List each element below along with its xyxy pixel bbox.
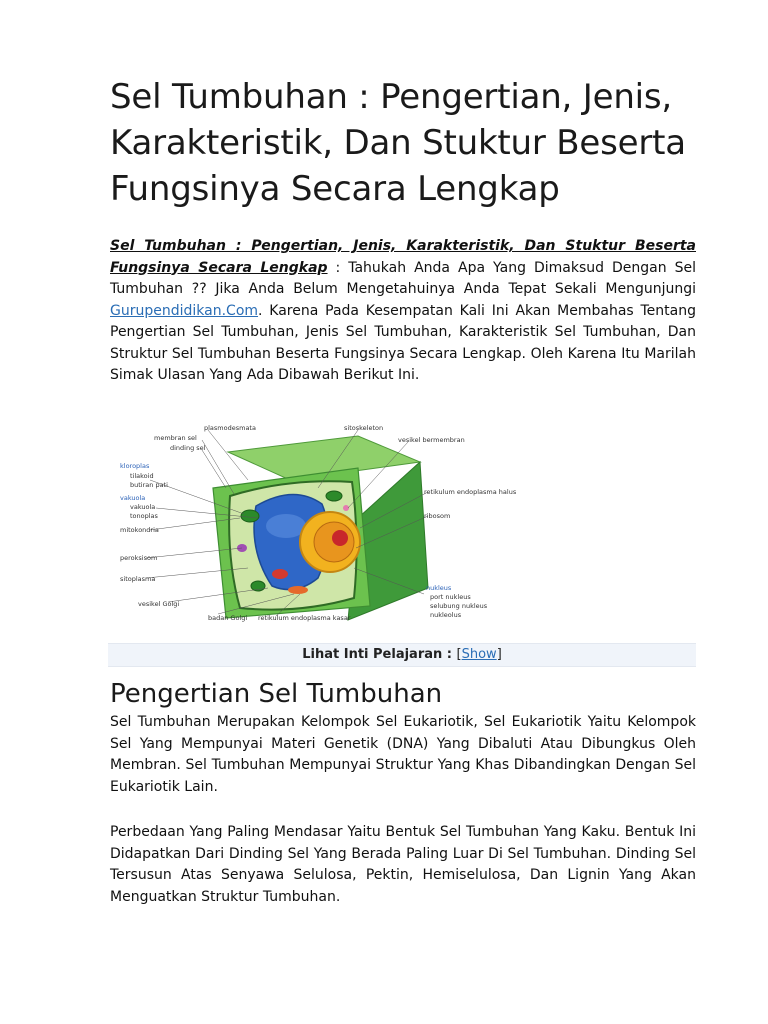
- label-nukleolus: nukleolus: [430, 611, 462, 619]
- intro-paragraph: [110, 236, 696, 387]
- label-vakuola-sub: vakuola: [130, 503, 156, 511]
- chloroplast-2: [326, 491, 342, 501]
- toc-separator: :: [442, 647, 457, 662]
- label-dinding-sel: dinding sel: [170, 444, 206, 452]
- label-sitoplasma: sitoplasma: [120, 575, 156, 583]
- label-vesikel-golgi: vesikel Golgi: [138, 600, 180, 608]
- plant-cell-diagram: [108, 418, 517, 640]
- section-paragraph-2: Perbedaan Yang Paling Mendasar Yaitu Bentuk Sel Tumbuhan Yang Kaku. Bentuk Ini Didapatkan Dari Dinding Sel Yang Berada Paling Luar Di Sel Tumbuhan. Dinding Sel Tersusun Atas Senyawa Selulosa, Pektin, Hemiselulosa, Dan Lignin Yang Akan Menguatkan Struktur Tumbuhan.: [110, 824, 696, 905]
- mitochondrion: [272, 569, 288, 579]
- label-butiran-pati: butiran pati: [130, 481, 168, 489]
- label-kloroplas: kloroplas: [120, 462, 150, 470]
- label-membran-sel: membran sel: [154, 434, 197, 442]
- intro-text-1: : Tahukah Anda Apa Yang Dimaksud Dengan Sel Tumbuhan ?? Jika Anda Belum Mengetahuinya Anda Tepat Sekali Mengunjungi: [110, 259, 697, 297]
- label-sitoskeleton: sitoskeleton: [344, 424, 384, 432]
- plant-cell-illustration: [108, 418, 517, 640]
- page-title: Sel Tumbuhan : Pengertian, Jenis, Karakteristik, Dan Stuktur Beserta Fungsinya Secara Lengkap: [110, 77, 686, 209]
- label-retikulum-halus: retikulum endoplasma halus: [424, 488, 517, 496]
- section-heading: Pengertian Sel Tumbuhan: [110, 679, 443, 709]
- label-selubung-nukleus: selubung nukleus: [430, 602, 488, 610]
- label-peroksisom: peroksisom: [120, 554, 158, 562]
- toc-show-link[interactable]: Show: [461, 647, 497, 662]
- nucleolus: [332, 530, 348, 546]
- table-of-contents-bar: [108, 643, 696, 667]
- label-badan-golgi: badan Golgi: [208, 614, 248, 622]
- toc-bracket-open: [: [456, 647, 462, 662]
- label-retikulum-kasar: retikulum endoplasma kasar: [258, 614, 351, 622]
- chloroplast-1: [241, 510, 259, 522]
- label-port-nukleus: port nukleus: [430, 593, 471, 601]
- label-nukleus: nukleus: [426, 584, 452, 592]
- label-mitokondria: mitokondria: [120, 526, 159, 534]
- toc-label: Lihat Inti Pelajaran: [302, 647, 443, 662]
- label-tonoplas: tonoplas: [130, 512, 158, 520]
- section-paragraph-1: Sel Tumbuhan Merupakan Kelompok Sel Eukariotik, Sel Eukariotik Yaitu Kelompok Sel Yang Mempunyai Materi Genetik (DNA) Yang Dibaluti Atau Dibungkus Oleh Membran. Sel Tumbuhan Mempunyai Struktur Yang Khas Dibandingkan Dengan Sel Eukariotik Lain.: [110, 714, 696, 795]
- golgi-body: [288, 586, 308, 594]
- label-vesikel-bermembran: vesikel bermembran: [398, 436, 465, 444]
- label-plasmodesmata: plasmodesmata: [204, 424, 256, 432]
- label-tilakoid: tilakoid: [130, 472, 154, 480]
- label-vakuola: vakuola: [120, 494, 146, 502]
- intro-lead: Sel Tumbuhan : Pengertian, Jenis, Karakteristik, Dan Stuktur Beserta Fungsinya Secara Lengkap: [110, 238, 696, 276]
- site-link[interactable]: Gurupendidikan.Com: [110, 302, 259, 319]
- label-ribosom: ribosom: [424, 512, 451, 520]
- intro-text-2: . Karena Pada Kesempatan Kali Ini Akan Membahas Tentang Pengertian Sel Tumbuhan, Jenis Sel Tumbuhan, Karakteristik Sel Tumbuhan, Dan Struktur Sel Tumbuhan Beserta Fungsinya Secara Lengkap. Oleh Karena Itu Marilah Simak Ulasan Yang Ada Dibawah Berikut Ini.: [110, 302, 696, 383]
- toc-bracket-close: ]: [496, 647, 502, 662]
